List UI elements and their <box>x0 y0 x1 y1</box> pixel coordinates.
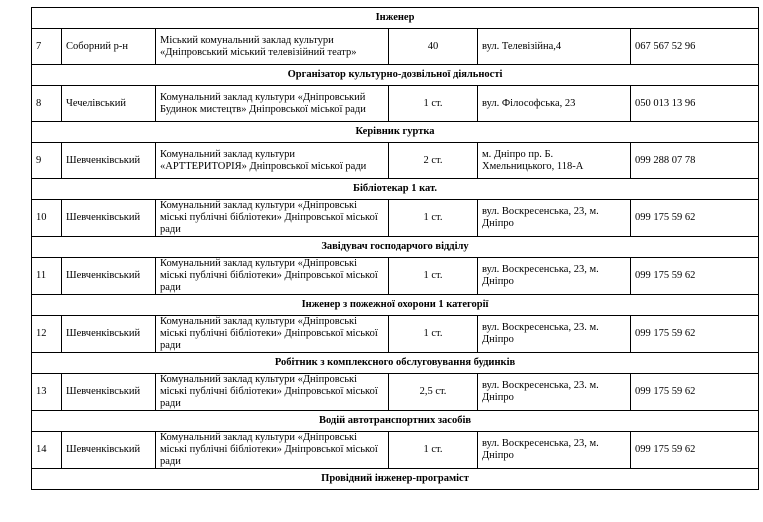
position-title: Робітник з комплексного обслуговування будинків <box>32 353 759 374</box>
rate-cell: 40 <box>389 29 478 65</box>
district-cell: Соборний р-н <box>62 29 156 65</box>
row-number-cell: 10 <box>32 200 62 237</box>
organization-cell: Комунальний заклад культури «АРТТЕРИТОРІЯ» Дніпровської міської ради <box>156 143 389 179</box>
row-number-cell: 13 <box>32 374 62 411</box>
section-header-row <box>32 295 759 316</box>
vacancy-table-body <box>32 8 759 490</box>
phone-cell: 099 175 59 62 <box>631 200 759 237</box>
section-header-row <box>32 65 759 86</box>
position-title: Інженер <box>32 8 759 29</box>
table-row <box>32 200 759 237</box>
phone-cell: 050 013 13 96 <box>631 86 759 122</box>
position-title: Інженер з пожежної охорони 1 категорії <box>32 295 759 316</box>
organization-cell: Комунальний заклад культури «Дніпровські міські публічні бібліотеки» Дніпровської міської ради <box>156 200 389 237</box>
rate-cell: 2,5 ст. <box>389 374 478 411</box>
table-row <box>32 432 759 469</box>
section-header-row <box>32 237 759 258</box>
phone-cell: 099 175 59 62 <box>631 432 759 469</box>
organization-cell: Комунальний заклад культури «Дніпровські міські публічні бібліотеки» Дніпровської міської ради <box>156 258 389 295</box>
rate-cell: 1 ст. <box>389 432 478 469</box>
organization-cell: Міський комунальний заклад культури «Дніпровський міський телевізійний театр» <box>156 29 389 65</box>
phone-cell: 099 175 59 62 <box>631 258 759 295</box>
table-row <box>32 143 759 179</box>
section-header-row <box>32 353 759 374</box>
table-row <box>32 316 759 353</box>
position-title: Бібліотекар 1 кат. <box>32 179 759 200</box>
organization-cell: Комунальний заклад культури «Дніпровський Будинок мистецтв» Дніпровської міської ради <box>156 86 389 122</box>
row-number-cell: 11 <box>32 258 62 295</box>
address-cell: вул. Телевізійна,4 <box>478 29 631 65</box>
position-title: Завідувач господарчого відділу <box>32 237 759 258</box>
rate-cell: 1 ст. <box>389 86 478 122</box>
district-cell: Шевченківський <box>62 258 156 295</box>
table-row <box>32 86 759 122</box>
position-title: Керівник гуртка <box>32 122 759 143</box>
district-cell: Шевченківський <box>62 200 156 237</box>
address-cell: вул. Воскресенська, 23, м. Дніпро <box>478 258 631 295</box>
section-header-row <box>32 8 759 29</box>
phone-cell: 099 288 07 78 <box>631 143 759 179</box>
row-number-cell: 8 <box>32 86 62 122</box>
phone-cell: 067 567 52 96 <box>631 29 759 65</box>
position-title: Водій автотранспортних засобів <box>32 411 759 432</box>
table-row <box>32 374 759 411</box>
phone-cell: 099 175 59 62 <box>631 374 759 411</box>
district-cell: Чечелівський <box>62 86 156 122</box>
address-cell: м. Дніпро пр. Б. Хмельницького, 118-А <box>478 143 631 179</box>
table-row <box>32 29 759 65</box>
district-cell: Шевченківський <box>62 143 156 179</box>
vacancy-table <box>31 7 759 490</box>
address-cell: вул. Воскресенська, 23. м. Дніпро <box>478 374 631 411</box>
phone-cell: 099 175 59 62 <box>631 316 759 353</box>
address-cell: вул. Воскресенська, 23, м. Дніпро <box>478 200 631 237</box>
organization-cell: Комунальний заклад культури «Дніпровські міські публічні бібліотеки» Дніпровської міської ради <box>156 432 389 469</box>
position-title: Провідний інженер-програміст <box>32 469 759 490</box>
row-number-cell: 12 <box>32 316 62 353</box>
organization-cell: Комунальний заклад культури «Дніпровські міські публічні бібліотеки» Дніпровської міської ради <box>156 374 389 411</box>
address-cell: вул. Воскресенська, 23. м. Дніпро <box>478 316 631 353</box>
rate-cell: 1 ст. <box>389 258 478 295</box>
section-header-row <box>32 179 759 200</box>
rate-cell: 1 ст. <box>389 200 478 237</box>
district-cell: Шевченківський <box>62 432 156 469</box>
row-number-cell: 9 <box>32 143 62 179</box>
section-header-row <box>32 411 759 432</box>
row-number-cell: 14 <box>32 432 62 469</box>
address-cell: вул. Воскресенська, 23, м. Дніпро <box>478 432 631 469</box>
district-cell: Шевченківський <box>62 374 156 411</box>
district-cell: Шевченківський <box>62 316 156 353</box>
rate-cell: 2 ст. <box>389 143 478 179</box>
rate-cell: 1 ст. <box>389 316 478 353</box>
section-header-row <box>32 122 759 143</box>
organization-cell: Комунальний заклад культури «Дніпровські міські публічні бібліотеки» Дніпровської міської ради <box>156 316 389 353</box>
table-row <box>32 258 759 295</box>
row-number-cell: 7 <box>32 29 62 65</box>
section-header-row <box>32 469 759 490</box>
position-title: Організатор культурно-дозвільної діяльності <box>32 65 759 86</box>
address-cell: вул. Філософська, 23 <box>478 86 631 122</box>
